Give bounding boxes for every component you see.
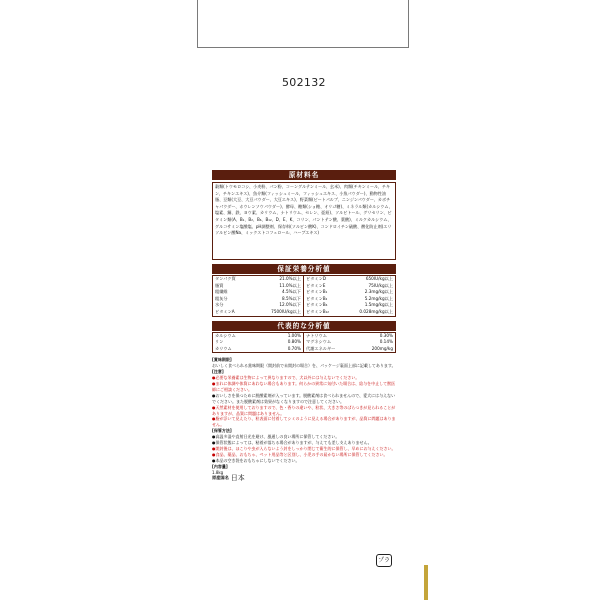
table-row: ビタミンB₂ 5.2mg/kg以上 [306,295,393,301]
product-notes [212,357,396,482]
top-label-box [197,0,409,48]
table-row: 粗灰分 8.5%以下 [213,296,304,303]
table-row: 代謝エネルギー 200mg/kg [306,345,393,351]
table-row: マグネシウム 0.14% [306,339,393,345]
table-row: ビタミンE 75IU/kg以上 [306,282,393,288]
table-row: リン 0.80% [213,339,304,346]
storage-heading: [保管方法] [212,428,232,434]
table-row: ビタミンB₆ 1.5mg/kg以上 [306,302,393,308]
caution-line: ●必要な栄養素は生物によって異なりますので、犬以外には与えないでください。 [212,375,360,381]
table-row: ビタミンB₁ 2.3mg/kg以上 [306,289,393,295]
content-heading: [内容量] [212,463,228,469]
caution-line: ●おいしさを保つために脱酸素剤が入っています。脱酸素剤は食べられませんので、愛犬には与えないでください。また脱酸素剤は効果がなくなりますので注意してください。 [212,392,396,404]
storage-line: ●開封後は、ほこりや虫が入らないよう封をしっかり閉じて衛生的に保管し、早めにお与えください。 [212,445,396,451]
caution-heading: [注意] [212,369,224,375]
table-row: ビタミンD 650IU/kg以上 [306,276,393,281]
gold-accent-bar [424,565,428,600]
caution-line: ●まれに体調や体質にあわない場合もあります。何らかの異常に気付いた場合は、給与を中止して獣医師にご相談ください。 [212,380,396,392]
content-value: 1.8kg [212,469,224,475]
expiry-heading: [賞味期限] [212,357,232,363]
table-row: カリウム 0.70% [213,346,304,353]
storage-line: ●食品、薬品、おもちゃ、ペット用品等と区別し、小児の手の届かない場所に保管してください。 [212,451,388,457]
typical-analysis-table [212,332,396,354]
table-row: 水分 12.0%以下 [213,302,304,309]
storage-line: ●保管状態によっては、粘着が落ちる場合がありますが、与えても差し支えありません。 [212,440,372,446]
recycle-mark-icon: プラ [376,554,392,567]
origin-label: 原産国名 [212,475,229,481]
table-row: タンパク質 21.0%以上 [213,276,304,283]
caution-line: ●天然素材を使用しておりますので、色・香りの違いや、粒状、大きさ等のばらつきが見られることがありますが、品質に問題はありません。 [212,404,396,416]
typical-analysis-heading: 代表的な分析値 [212,321,396,331]
caution-line: ●脂が浮いて見えたり、粒表面に付着してシミのように見える場合がありますが、品質に問題はありません。 [212,416,396,428]
guaranteed-analysis-table [212,275,396,317]
expiry-text: おいしく食べられる賞味期限（開封前で未開封の場合）を、パッケージ裏面上部に記載してあります。 [212,363,396,369]
table-row: 粗繊維 4.5%以下 [213,289,304,296]
ingredients-heading: 原材料名 [212,170,396,180]
ingredients-text: 穀類(トウモロコシ、小麦粉、パン粉、コーングルテンミール、玄米)、肉類(チキンミール、チキン、チキンエキス)、魚介類(フィッシュミール、フィッシュエキス、小魚パウダー)、動物性油脂、豆類(大豆、大豆パウダー、大豆エキス)、野菜類(ビートパルプ、ニンジンパウダー、カボチャパウダー、ホウレンソウパウダー)、酵母、糖類(ショ糖、オリゴ糖)、ミネラル類(カルシウム、塩素、銅、鉄、ヨウ素、カリウム、ナトリウム、セレン、亜鉛)、ソルビトール、グリセリン、ビタミン類(A、B₁、B₂、B₆、B₁₂、D、E、K、コリン、パントテン酸、葉酸)、ミルクカルシウム、グルコサミン塩酸塩、pH調整剤、保存料(ソルビン酸K)、コンドロイチン硫酸、酸化防止剤(エリソルビン酸Na、ミックストコフェロール、ハーブエキス) [212,182,396,260]
product-code: 502132 [282,76,326,89]
guaranteed-analysis-heading: 保証栄養分析値 [212,264,396,274]
origin-row [212,475,396,482]
product-label-panel [212,170,396,586]
origin-value: 日本 [230,474,245,483]
table-row: ビタミンA 7500IU/kg以上 [213,309,304,316]
table-row: カルシウム 1.00% [213,333,304,340]
storage-line: ●本品の空き袋をおもちゃにしないでください。 [212,457,300,463]
table-row: 脂質 11.0%以上 [213,283,304,290]
table-row: ナトリウム 0.30% [306,332,393,338]
storage-line: ●高温多湿や直射日光を避け、風通しの良い場所に保管してください。 [212,434,340,440]
table-row: ビタミンB₁₂ 0.028mg/kg以上 [306,308,393,314]
